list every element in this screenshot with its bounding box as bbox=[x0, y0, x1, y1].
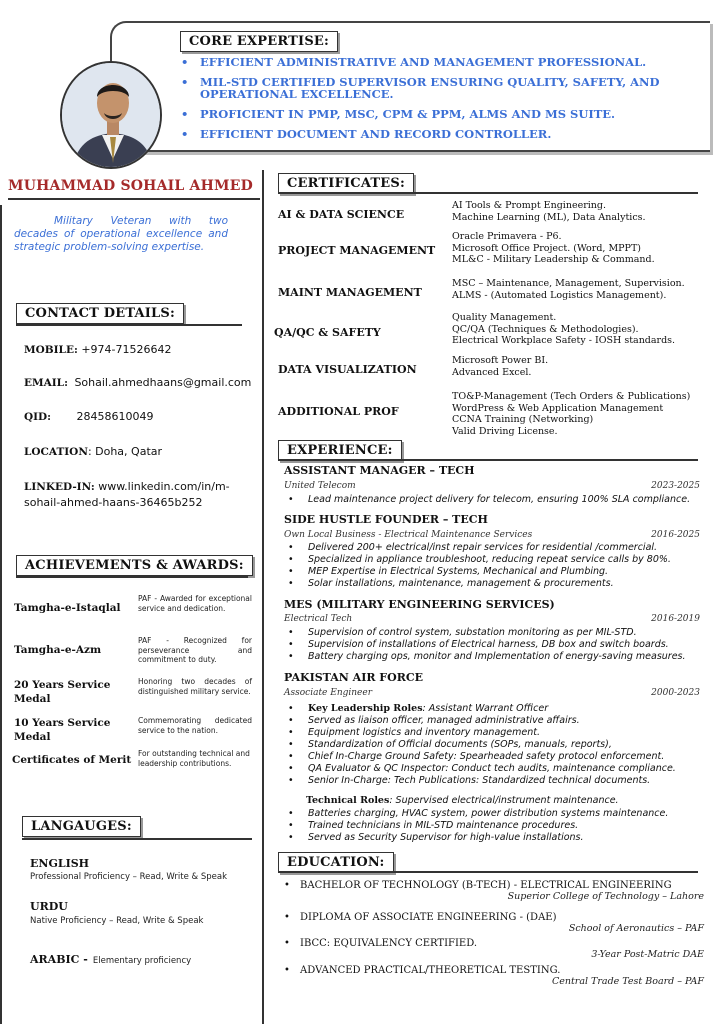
cert-category: AI & DATA SCIENCE bbox=[278, 208, 405, 221]
certificates-heading-rule bbox=[278, 192, 698, 194]
education-degree: • ADVANCED PRACTICAL/THEORETICAL TESTING. bbox=[282, 965, 704, 976]
award-name: Certificates of Merit bbox=[12, 754, 132, 766]
qid-value: 28458610049 bbox=[76, 410, 154, 423]
award-name: 10 Years Service Medal bbox=[14, 717, 111, 743]
job-dates: 2000-2023 bbox=[651, 688, 700, 698]
job-bullet: • Supervision of installations of Electrical harness, DB box and switch boards. bbox=[284, 639, 714, 651]
linkedin-value-cont[interactable]: sohail-ahmed-haans-36465b252 bbox=[24, 496, 203, 509]
award-desc: Honoring two decades of distinguished military service. bbox=[138, 677, 252, 696]
experience-heading: EXPERIENCE: bbox=[278, 440, 402, 461]
cert-item: MSC – Maintenance, Management, Supervision. bbox=[452, 278, 685, 289]
job-bullets bbox=[284, 808, 714, 844]
job-bullet: • Specialized in appliance troubleshoot, reducing repeat service calls by 80%. bbox=[284, 554, 714, 566]
job-bullets bbox=[284, 627, 714, 663]
achievements-heading-rule bbox=[16, 576, 248, 578]
job-bullets bbox=[284, 494, 714, 506]
cert-item: ALMS - (Automated Logistics Management). bbox=[452, 289, 667, 301]
email-value[interactable]: Sohail.ahmedhaans@gmail.com bbox=[74, 376, 252, 389]
cert-items bbox=[452, 391, 690, 437]
cert-category: QA/QC & SAFETY bbox=[274, 326, 381, 339]
language-name: URDU bbox=[30, 900, 68, 913]
core-expertise-item: • MIL-STD CERTIFIED SUPERVISOR ENSURING QUALITY, SAFETY, AND OPERATIONAL EXCELLENCE. bbox=[178, 76, 698, 100]
job-org: United Telecom bbox=[284, 481, 356, 491]
languages-heading: LANGAUGES: bbox=[22, 816, 141, 837]
key-roles-label: Key Leadership Roles bbox=[308, 703, 423, 714]
education-degree: • IBCC: EQUIVALENCY CERTIFIED. bbox=[282, 938, 704, 949]
core-expertise-item: • PROFICIENT IN PMP, MSC, CPM & PPM, ALMS AND MS SUITE. bbox=[178, 108, 698, 120]
job-bullet: • Senior In-Charge: Tech Publications: Standardized technical documents. bbox=[284, 775, 714, 787]
language-row bbox=[30, 948, 191, 967]
cert-item: QC/QA (Techniques & Methodologies). bbox=[452, 323, 639, 335]
cert-item: Oracle Primavera - P6. bbox=[452, 231, 562, 242]
cert-item: Valid Driving License. bbox=[452, 425, 558, 437]
education-heading: EDUCATION: bbox=[278, 852, 394, 873]
cert-item: CCNA Training (Networking) bbox=[452, 414, 594, 425]
core-expertise-heading: CORE EXPERTISE: bbox=[180, 31, 338, 52]
language-name: ENGLISH bbox=[30, 857, 90, 870]
left-border bbox=[0, 205, 2, 1024]
location-value: : Doha, Qatar bbox=[87, 445, 163, 458]
job-bullet: • Chief In-Charge Ground Safety: Spearheaded safety protocol enforcement. bbox=[284, 751, 714, 763]
candidate-name: MUHAMMAD SOHAIL AHMED bbox=[8, 178, 253, 194]
cert-item: ML&C - Military Leadership & Command. bbox=[452, 254, 655, 265]
cert-items bbox=[452, 355, 548, 378]
cert-item: Microsoft Office Project. (Word, MPPT) bbox=[452, 242, 641, 254]
job-bullet: • Batteries charging, HVAC system, power distribution systems maintenance. bbox=[284, 808, 714, 820]
cert-item: AI Tools & Prompt Engineering. bbox=[452, 200, 606, 211]
job-dates: 2016-2019 bbox=[651, 614, 700, 624]
award-desc: For outstanding technical and leadership contributions. bbox=[138, 749, 250, 768]
cert-item: Microsoft Power BI. bbox=[452, 355, 549, 366]
job-title: MES (MILITARY ENGINEERING SERVICES) bbox=[284, 598, 555, 611]
award-name: Tamgha-e-Istaqlal bbox=[14, 602, 121, 614]
column-divider bbox=[262, 170, 264, 1024]
cert-item: Electrical Workplace Safety - IOSH standards. bbox=[452, 335, 676, 346]
experience-heading-rule bbox=[278, 459, 698, 461]
job-title: ASSISTANT MANAGER – TECH bbox=[284, 464, 475, 477]
education-heading-rule bbox=[278, 871, 698, 873]
core-expertise-list bbox=[178, 56, 698, 148]
cert-item: Machine Learning (ML), Data Analytics. bbox=[452, 211, 646, 223]
education-institution: Superior College of Technology – Lahore bbox=[507, 891, 704, 902]
job-bullets bbox=[284, 703, 714, 787]
job-org: Own Local Business - Electrical Maintenance Services bbox=[284, 530, 533, 540]
cert-category: MAINT MANAGEMENT bbox=[278, 286, 422, 299]
contact-email bbox=[24, 376, 251, 389]
job-org: Associate Engineer bbox=[284, 688, 373, 698]
job-bullet: • Supervision of control system, substation monitoring as per MIL-STD. bbox=[284, 627, 714, 639]
languages-heading-rule bbox=[22, 838, 252, 840]
cert-items bbox=[452, 200, 646, 223]
cert-items bbox=[452, 278, 685, 301]
contact-heading-rule bbox=[16, 324, 242, 326]
cert-item: Advanced Excel. bbox=[452, 366, 532, 378]
contact-qid bbox=[24, 410, 154, 423]
job-dates: 2016-2025 bbox=[651, 530, 700, 540]
cert-item: WordPress & Web Application Management bbox=[452, 402, 664, 414]
core-expertise-item: • EFFICIENT DOCUMENT AND RECORD CONTROLLER. bbox=[178, 128, 698, 140]
core-expertise-item: • EFFICIENT ADMINISTRATIVE AND MANAGEMENT PROFESSIONAL. bbox=[178, 56, 698, 68]
certificates-heading: CERTIFICATES: bbox=[278, 173, 414, 194]
job-org: Electrical Tech bbox=[284, 614, 353, 624]
award-desc: Commemorating dedicated service to the nation. bbox=[138, 716, 252, 735]
education-degree: • BACHELOR OF TECHNOLOGY (B-TECH) - ELECTRICAL ENGINEERING bbox=[282, 880, 704, 891]
job-title: SIDE HUSTLE FOUNDER – TECH bbox=[284, 513, 488, 526]
cert-category: DATA VISUALIZATION bbox=[278, 363, 417, 376]
job-bullet: • Served as Security Supervisor for high-value installations. bbox=[284, 832, 714, 844]
profile-photo-icon bbox=[62, 63, 162, 169]
language-level: Native Proficiency – Read, Write & Speak bbox=[30, 916, 204, 926]
education-item bbox=[282, 880, 704, 902]
education-item bbox=[282, 965, 704, 987]
tech-roles-label: Technical Roles bbox=[306, 795, 390, 806]
contact-mobile bbox=[24, 343, 172, 356]
education-institution: School of Aeronautics – PAF bbox=[568, 923, 704, 934]
job-bullet bbox=[284, 703, 714, 715]
job-bullets bbox=[284, 542, 714, 590]
cert-category: PROJECT MANAGEMENT bbox=[278, 244, 436, 257]
award-desc: PAF - Awarded for exceptional service and dedication. bbox=[138, 594, 252, 613]
key-roles-text: : Assistant Warrant Officer bbox=[422, 703, 549, 714]
mobile-label: MOBILE: bbox=[24, 344, 78, 356]
job-dates: 2023-2025 bbox=[651, 481, 700, 491]
language-level: Elementary proficiency bbox=[92, 956, 192, 966]
location-label: LOCATION bbox=[24, 446, 88, 458]
cert-items bbox=[452, 312, 675, 347]
language-name: ARABIC - bbox=[30, 953, 88, 966]
contact-linkedin bbox=[24, 479, 230, 511]
job-bullet: • Standardization of Official documents (SOPs, manuals, reports), bbox=[284, 739, 714, 751]
award-name: Tamgha-e-Azm bbox=[14, 644, 102, 656]
award-desc: PAF - Recognized for perseverance and commitment to duty. bbox=[138, 636, 252, 664]
qid-label: QID: bbox=[24, 411, 52, 423]
achievements-heading: ACHIEVEMENTS & AWARDS: bbox=[16, 555, 253, 576]
job-bullet: • Solar installations, maintenance, management & procurements. bbox=[284, 578, 714, 590]
linkedin-label: LINKED-IN: bbox=[24, 481, 95, 493]
cert-items bbox=[452, 231, 655, 266]
name-divider bbox=[8, 198, 260, 200]
profile-summary: Military Veteran with two decades of operational excellence and strategic problem-solving expertise. bbox=[14, 215, 228, 253]
job-bullet: • Lead maintenance project delivery for telecom, ensuring 100% SLA compliance. bbox=[284, 494, 714, 506]
cert-item: Quality Management. bbox=[452, 312, 557, 323]
email-label: EMAIL: bbox=[24, 377, 68, 389]
profile-photo bbox=[60, 61, 162, 169]
job-bullet: • Served as liaison officer, managed administrative affairs. bbox=[284, 715, 714, 727]
contact-location bbox=[24, 445, 162, 458]
technical-roles bbox=[306, 795, 619, 806]
education-institution: 3-Year Post-Matric DAE bbox=[591, 949, 704, 960]
contact-heading: CONTACT DETAILS: bbox=[16, 303, 184, 324]
cert-item: TO&P-Management (Tech Orders & Publications) bbox=[452, 391, 691, 402]
linkedin-value[interactable]: www.linkedin.com/in/m- bbox=[98, 480, 230, 493]
education-institution: Central Trade Test Board – PAF bbox=[551, 976, 704, 987]
job-bullet: • Battery charging ops, monitor and Implementation of energy-saving measures. bbox=[284, 651, 714, 663]
job-title: PAKISTAN AIR FORCE bbox=[284, 671, 423, 684]
education-item bbox=[282, 912, 704, 934]
tech-roles-text: : Supervised electrical/instrument maintenance. bbox=[389, 795, 619, 806]
job-bullet: • MEP Expertise in Electrical Systems, Mechanical and Plumbing. bbox=[284, 566, 714, 578]
job-bullet: • Trained technicians in MIL-STD maintenance procedures. bbox=[284, 820, 714, 832]
education-item bbox=[282, 938, 704, 960]
job-bullet: • Delivered 200+ electrical/inst repair services for residential /commercial. bbox=[284, 542, 714, 554]
award-name: 20 Years Service Medal bbox=[14, 679, 111, 705]
job-bullet: • QA Evaluator & QC Inspector: Conduct tech audits, maintenance compliance. bbox=[284, 763, 714, 775]
language-level: Professional Proficiency – Read, Write & Speak bbox=[30, 872, 228, 882]
job-bullet: • Equipment logistics and inventory management. bbox=[284, 727, 714, 739]
cert-category: ADDITIONAL PROF bbox=[278, 405, 399, 418]
mobile-value[interactable]: +974-71526642 bbox=[81, 343, 172, 356]
education-degree: • DIPLOMA OF ASSOCIATE ENGINEERING - (DAE) bbox=[282, 912, 704, 923]
